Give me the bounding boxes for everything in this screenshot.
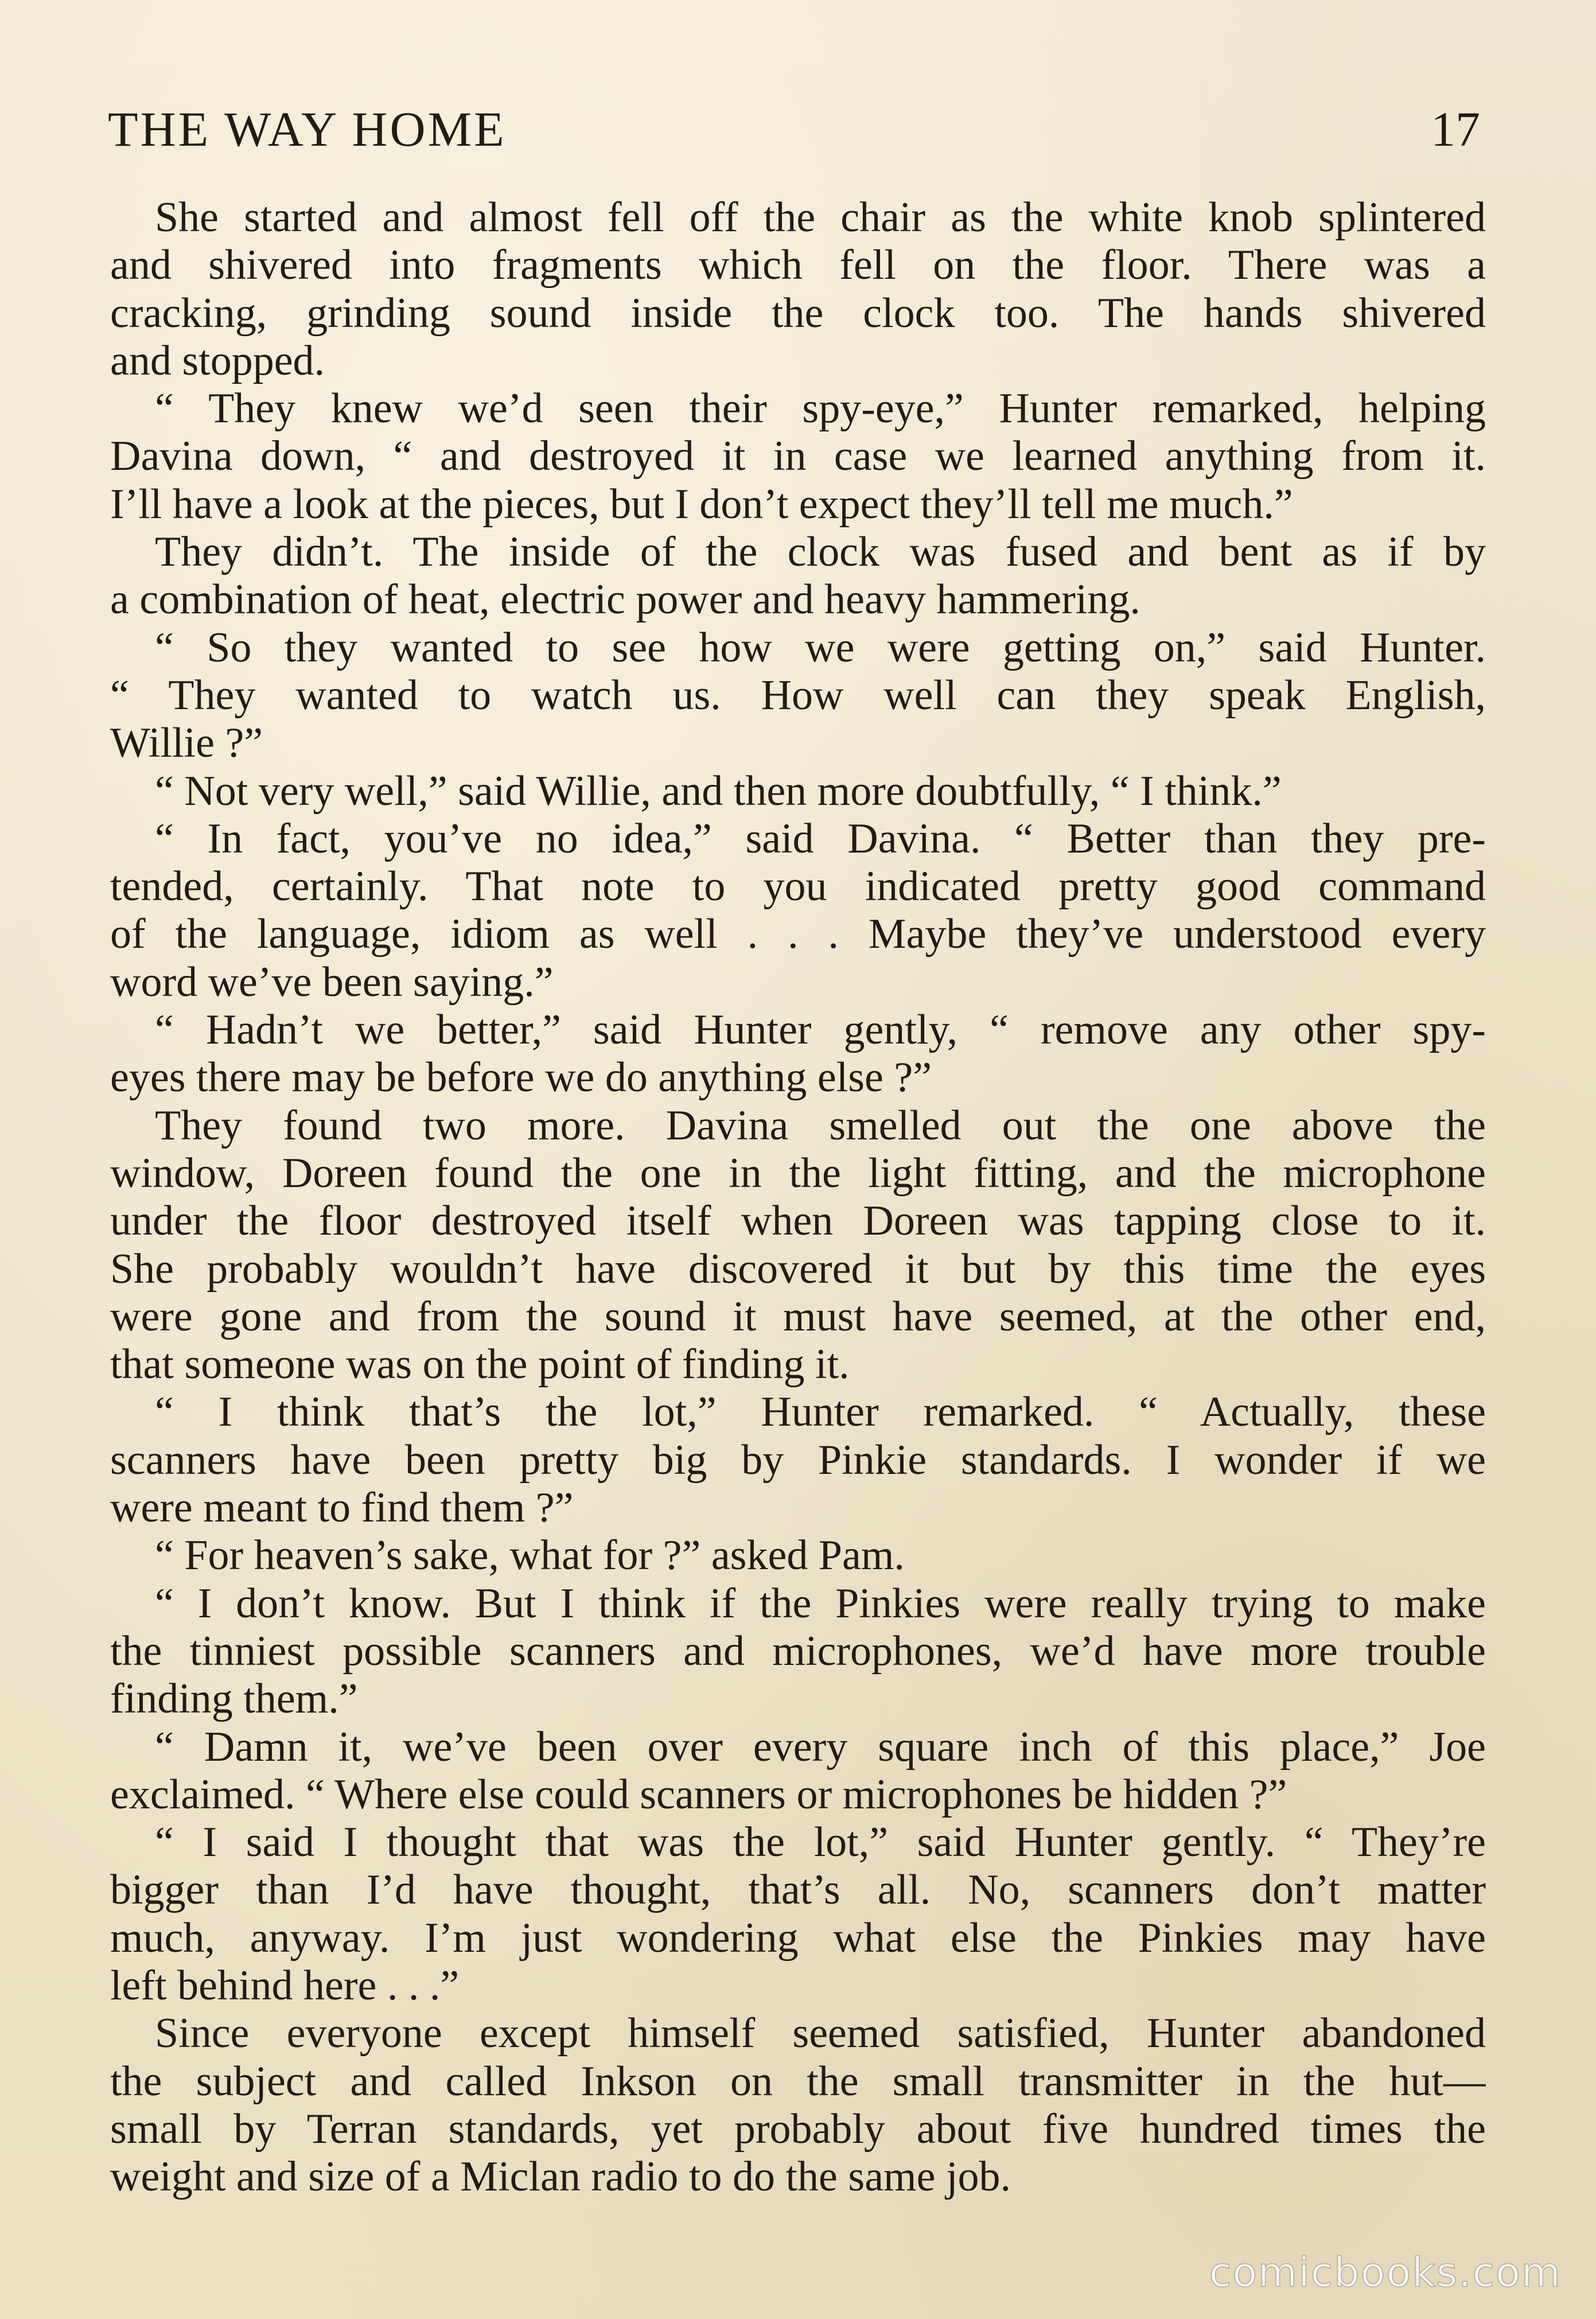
text-line: “ Hadn’t we better,” said Hunter gently, “ remove any other spy- [155, 1006, 1486, 1054]
text-line: “ I don’t know. But I think if the Pinkies were really trying to make [155, 1579, 1486, 1627]
text-line: They found two more. Davina smelled out the one above the [155, 1102, 1486, 1149]
running-title: THE WAY HOME [108, 102, 507, 157]
text-line: “ Damn it, we’ve been over every square inch of this place,” Joe [155, 1723, 1486, 1771]
text-line: “ They wanted to watch us. How well can they speak English, [110, 671, 1486, 719]
body-text [110, 194, 1486, 2201]
text-line: “ I said I thought that was the lot,” said Hunter gently. “ They’re [155, 1819, 1486, 1866]
text-line: Willie ?” [110, 719, 263, 767]
text-line: bigger than I’d have thought, that’s all. No, scanners don’t matter [110, 1866, 1486, 1914]
page-number: 17 [1431, 102, 1480, 157]
running-head [108, 98, 1480, 161]
text-line: Davina down, “ and destroyed it in case we learned anything from it. [110, 433, 1486, 480]
text-line: window, Doreen found the one in the light fitting, and the microphone [110, 1149, 1486, 1197]
watermark: comicbooks.com [1209, 2249, 1562, 2296]
text-line: much, anyway. I’m just wondering what else the Pinkies may have [110, 1914, 1486, 1962]
text-line: tended, certainly. That note to you indicated pretty good command [110, 863, 1486, 911]
text-line: “ For heaven’s sake, what for ?” asked Pam. [155, 1532, 905, 1579]
text-line: “ Not very well,” said Willie, and then more doubtfully, “ I think.” [155, 767, 1282, 815]
text-line: were meant to find them ?” [110, 1484, 574, 1532]
text-line: were gone and from the sound it must have seemed, at the other end, [110, 1293, 1486, 1340]
text-line: “ So they wanted to see how we were getting on,” said Hunter. [155, 624, 1486, 671]
text-line: under the floor destroyed itself when Doreen was tapping close to it. [110, 1197, 1486, 1245]
text-line: and shivered into fragments which fell on the floor. There was a [110, 242, 1486, 289]
text-line: scanners have been pretty big by Pinkie standards. I wonder if we [110, 1436, 1486, 1484]
text-line: eyes there may be before we do anything else ?” [110, 1054, 932, 1102]
text-line: a combination of heat, electric power and heavy hammering. [110, 576, 1140, 624]
text-line: weight and size of a Miclan radio to do the same job. [110, 2153, 1011, 2201]
text-line: word we’ve been saying.” [110, 958, 554, 1006]
text-line: of the language, idiom as well . . . Maybe they’ve understood every [110, 911, 1486, 958]
text-line: They didn’t. The inside of the clock was fused and bent as if by [155, 528, 1486, 576]
text-line: exclaimed. “ Where else could scanners or microphones be hidden ?” [110, 1771, 1287, 1818]
text-line: “ They knew we’d seen their spy-eye,” Hunter remarked, helping [155, 385, 1486, 433]
text-line: Since everyone except himself seemed satisfied, Hunter abandoned [155, 2010, 1486, 2057]
text-line: “ I think that’s the lot,” Hunter remarked. “ Actually, these [155, 1388, 1486, 1436]
text-line: finding them.” [110, 1675, 358, 1723]
text-line: the tinniest possible scanners and microphones, we’d have more trouble [110, 1627, 1486, 1675]
text-line: “ In fact, you’ve no idea,” said Davina. “ Better than they pre- [155, 815, 1486, 862]
text-line: small by Terran standards, yet probably about five hundred times the [110, 2105, 1486, 2153]
text-line: She started and almost fell off the chair as the white knob splintered [155, 194, 1486, 241]
text-line: cracking, grinding sound inside the clock too. The hands shivered [110, 289, 1486, 337]
text-line: and stopped. [110, 337, 325, 384]
text-line: She probably wouldn’t have discovered it but by this time the eyes [110, 1245, 1486, 1293]
text-line: I’ll have a look at the pieces, but I don’t expect they’ll tell me much.” [110, 480, 1293, 528]
text-line: that someone was on the point of finding it. [110, 1341, 850, 1388]
text-line: the subject and called Inkson on the small transmitter in the hut— [110, 2057, 1486, 2105]
text-line: left behind here . . .” [110, 1962, 460, 2009]
